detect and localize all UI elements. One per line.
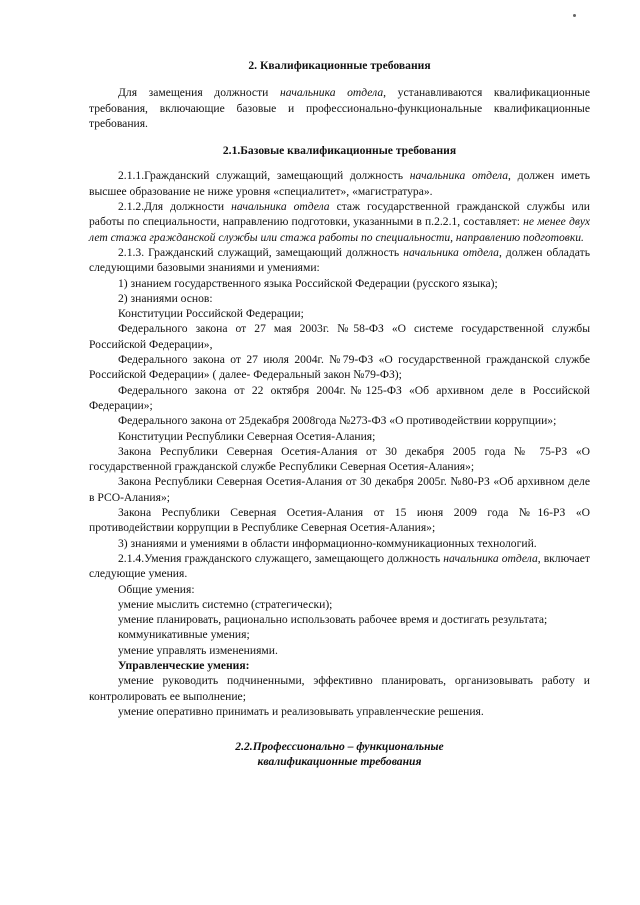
law-item: Федерального закона от 27 июля 2004г. №79-ФЗ «О государственной гражданской службе Российской Федерации» ( далее- Федеральный закон №79-ФЗ); xyxy=(89,353,590,382)
law-item: Федерального закона от 27 мая 2003г. №58-ФЗ «О системе государственной службы Российской Федерации», xyxy=(89,322,590,351)
paragraph-2-1-4: 2.1.4.Умения гражданского служащего, замещающего должность начальника отдела, включает следующие умения. xyxy=(89,551,590,581)
section-2-2-heading: 2.2.Профессионально – функциональные квалификационные требования xyxy=(235,740,444,769)
paragraph-2-1-3: 2.1.3. Гражданский служащий, замещающий должность начальника отдела, должен обладать следующими базовыми знаниями и умениями: xyxy=(89,245,590,275)
general-skills-title: Общие умения: xyxy=(118,582,195,596)
basic-requirements-heading: 2.1.Базовые квалификационные требования xyxy=(222,144,457,158)
law-item: Конституции Российской Федерации; xyxy=(118,307,304,321)
management-skills-title: Управленческие умения: xyxy=(118,658,250,672)
law-item: Закона Республики Северная Осетия-Алания от 15 июня 2009 года №16-РЗ «О противодействии коррупции в Республике Северная Осетия-Алания»; xyxy=(89,506,590,535)
law-item: Федерального закона от 25декабря 2008года №273-ФЗ «О противодействии коррупции»; xyxy=(118,414,557,428)
paragraph-2-1-1: 2.1.1.Гражданский служащий, замещающий должность начальника отдела, должен иметь высшее образование не ниже уровня «специалитет», «магистратура». xyxy=(89,169,590,198)
document-body xyxy=(89,58,590,770)
general-skill-item: умение планировать, рационально использовать рабочее время и достигать результата; xyxy=(118,613,548,627)
law-item: Конституции Республики Северная Осетия-Алания; xyxy=(118,429,376,443)
management-skill-item: умение руководить подчиненными, эффективно планировать, организовывать работу и контролировать ее выполнение; xyxy=(89,674,590,703)
paragraph-2-1-2: 2.1.2.Для должности начальника отдела стаж государственной гражданской службы или работы по специальности, направлению подготовки, указанными в п.2.2.1, составляет: не менее двух лет стажа гражданской службы или стажа работы по специальности, направлению подготовки. xyxy=(89,200,590,244)
intro-paragraph: Для замещения должности начальника отдела, устанавливаются квалификационные требования, включающие базовые и профессионально-функциональные квалификационные требования. xyxy=(89,86,590,130)
general-skill-item: коммуникативные умения; xyxy=(118,628,250,642)
law-item: Закона Республики Северная Осетия-Алания от 30 декабря 2005 года № 75-РЗ «О государственной гражданской службе Республики Северная Осетия-Алания»; xyxy=(89,444,590,474)
law-item: Федерального закона от 22 октября 2004г.№125-ФЗ «Об архивном деле в Российской Федерации»; xyxy=(89,383,590,412)
general-skill-item: умение мыслить системно (стратегически); xyxy=(118,597,333,611)
knowledge-item-3: 3) знаниями и умениями в области информационно-коммуникационных технологий. xyxy=(118,536,537,550)
general-skill-item: умение управлять изменениями. xyxy=(118,643,278,657)
knowledge-item-2: 2) знаниями основ: xyxy=(118,291,213,305)
management-skill-item: умение оперативно принимать и реализовывать управленческие решения. xyxy=(118,704,484,718)
main-heading: 2. Квалификационные требования xyxy=(248,59,431,72)
law-item: Закона Республики Северная Осетия-Алания от 30 декабря 2005г. №80-РЗ «Об архивном деле в РСО-Алания»; xyxy=(89,475,590,504)
scan-dot xyxy=(573,14,576,17)
knowledge-item-1: 1) знанием государственного языка Российской Федерации (русского языка); xyxy=(118,276,498,290)
